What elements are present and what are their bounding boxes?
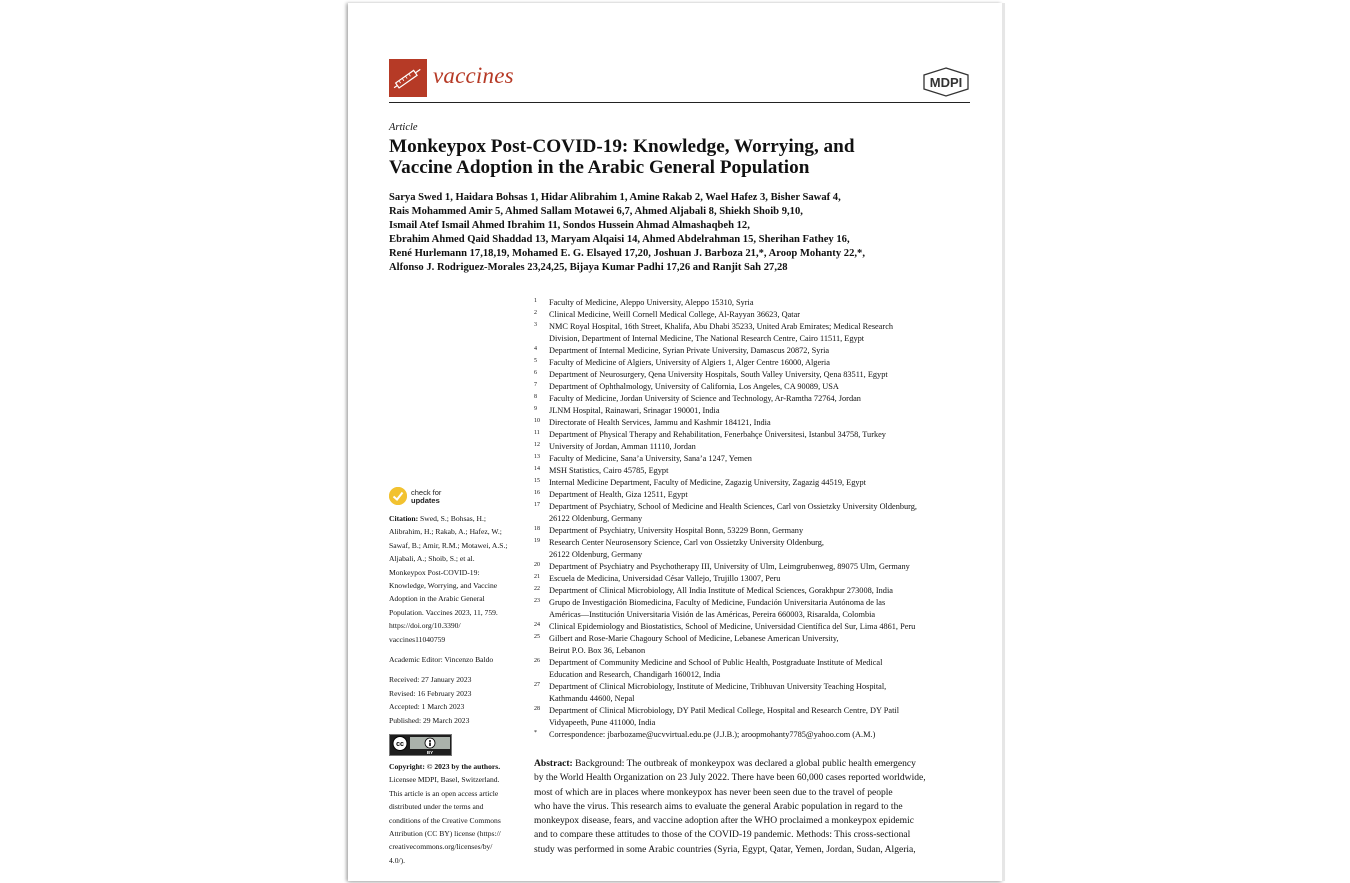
affiliation-text xyxy=(549,657,974,681)
license-link[interactable]: 4.0/). xyxy=(389,855,406,865)
affiliation-item xyxy=(534,501,974,525)
affiliation-line: Department of Psychiatry, University Hospital Bonn, 53229 Bonn, Germany xyxy=(549,526,804,535)
affiliation-text xyxy=(549,453,974,465)
affiliation-text xyxy=(549,357,974,369)
affiliation-line: Grupo de Investigación Biomedicina, Faculty of Medicine, Fundación Universitaria Autónoma de las xyxy=(549,598,886,607)
affiliation-number: 9 xyxy=(534,406,537,412)
affiliation-line: 26122 Oldenburg, Germany xyxy=(549,550,643,559)
affiliation-number: 18 xyxy=(534,526,540,532)
affiliation-item xyxy=(534,477,974,489)
title-line: Monkeypox Post-COVID-19: Knowledge, Worrying, and xyxy=(389,136,855,157)
affiliation-text xyxy=(549,573,974,585)
cc-icon: cc xyxy=(396,741,404,748)
affiliation-item xyxy=(534,369,974,381)
affiliation-number: 13 xyxy=(534,454,540,460)
affiliation-item xyxy=(534,681,974,705)
affiliation-text xyxy=(549,441,974,453)
abstract-line: and to compare these attitudes to those of the COVID-19 pandemic. Methods: This cross-sectional xyxy=(534,829,911,841)
journal-name: vaccines xyxy=(433,63,514,88)
affiliation-text xyxy=(549,621,974,633)
affiliation-line: Department of Clinical Microbiology, All India Institute of Medical Sciences, Gorakhpur 273008, India xyxy=(549,586,893,595)
affiliation-text xyxy=(549,405,974,417)
license-link[interactable]: creativecommons.org/licenses/by/ xyxy=(389,842,493,852)
affiliation-line: Faculty of Medicine, Sana’a University, Sana’a 1247, Yemen xyxy=(549,454,752,463)
copyright-line: This article is an open access article xyxy=(389,788,499,798)
academic-editor: Academic Editor: Vincenzo Baldo xyxy=(389,655,494,665)
affiliation-text xyxy=(549,561,974,573)
affiliation-item xyxy=(534,597,974,621)
affiliation-line: Division, Department of Internal Medicine, The National Research Centre, Cairo 11511, Egypt xyxy=(549,334,865,343)
affiliation-line: Department of Clinical Microbiology, Institute of Medicine, Tribhuvan University Teaching Hospital, xyxy=(549,682,887,691)
affiliation-text xyxy=(549,477,974,489)
citation-label: Citation: xyxy=(389,514,419,523)
affiliation-number: 23 xyxy=(534,598,540,604)
affiliation-line: Kathmandu 44600, Nepal xyxy=(549,694,635,703)
affiliation-line: Correspondence: jbarbozame@ucvvirtual.edu.pe (J.J.B.); aroopmohanty7785@yahoo.com (A.M.) xyxy=(549,730,876,739)
author-list xyxy=(389,191,969,275)
affiliation-number: 1 xyxy=(534,298,537,304)
affiliation-item xyxy=(534,729,974,741)
affiliation-number: 20 xyxy=(534,562,540,568)
check-for-updates-button[interactable] xyxy=(389,487,469,507)
affiliation-number: 26 xyxy=(534,658,540,664)
affiliation-number: * xyxy=(534,730,537,736)
affiliation-number: 3 xyxy=(534,322,537,328)
affiliation-line: Department of Community Medicine and School of Public Health, Postgraduate Institute of Medical xyxy=(549,658,883,667)
affiliation-number: 2 xyxy=(534,310,537,316)
affiliation-number: 28 xyxy=(534,706,540,712)
affiliation-text xyxy=(549,345,974,357)
affiliation-number: 24 xyxy=(534,622,540,628)
affiliation-text xyxy=(549,489,974,501)
affiliation-item xyxy=(534,573,974,585)
affiliation-item xyxy=(534,657,974,681)
affiliation-text xyxy=(549,705,974,729)
affiliation-line: MSH Statistics, Cairo 45785, Egypt xyxy=(549,466,669,475)
check-updates-line: updates xyxy=(411,496,440,505)
copyright-block xyxy=(389,760,519,867)
affiliation-item xyxy=(534,357,974,369)
citation-line: Monkeypox Post-COVID-19: xyxy=(389,567,480,577)
affiliation-number: 25 xyxy=(534,634,540,640)
citation-block xyxy=(389,512,520,727)
affiliation-number: 14 xyxy=(534,466,540,472)
affiliation-text xyxy=(549,429,974,441)
affiliation-line: Américas—Institución Universitaria Visión de las Américas, Pereira 660003, Risaralda, Colombia xyxy=(549,610,876,619)
affiliation-text xyxy=(549,417,974,429)
affiliation-line: Research Center Neurosensory Science, Carl von Ossietzky University Oldenburg, xyxy=(549,538,824,547)
author-line: Rais Mohammed Amir 5, Ahmed Sallam Motawei 6,7, Ahmed Aljabali 8, Shiekh Shoib 9,10, xyxy=(389,206,803,217)
affiliation-text xyxy=(549,369,974,381)
affiliation-item xyxy=(534,561,974,573)
citation-line: Alibrahim, H.; Rakab, A.; Hafez, W.; xyxy=(389,527,502,537)
affiliation-line: Escuela de Medicina, Universidad César Vallejo, Trujillo 13007, Peru xyxy=(549,574,781,583)
cc-by-license-badge[interactable] xyxy=(389,734,452,756)
author-line: Sarya Swed 1, Haidara Bohsas 1, Hidar Alibrahim 1, Amine Rakab 2, Wael Hafez 3, Bisher Sawaf 4, xyxy=(389,192,841,203)
affiliation-line: Faculty of Medicine, Aleppo University, Aleppo 15310, Syria xyxy=(549,298,754,307)
citation-line: Sawaf, B.; Amir, R.M.; Motawei, A.S.; xyxy=(389,540,508,550)
header-rule xyxy=(389,102,970,103)
citation-text: Swed, S.; Bohsas, H.; xyxy=(418,514,487,523)
affiliation-item xyxy=(534,309,974,321)
affiliation-text xyxy=(549,321,974,345)
abstract-line: monkeypox disease, fears, and vaccine adoption after the WHO proclaimed a monkeypox epidemic xyxy=(534,815,914,827)
copyright-line: Attribution (CC BY) license (https:// xyxy=(389,829,501,839)
affiliation-item xyxy=(534,441,974,453)
citation-line xyxy=(389,512,520,525)
date-revised: Revised: 16 February 2023 xyxy=(389,688,472,698)
affiliation-line: Department of Internal Medicine, Syrian Private University, Damascus 20872, Syria xyxy=(549,346,830,355)
citation-line: Adoption in the Arabic General xyxy=(389,594,485,604)
affiliation-item xyxy=(534,429,974,441)
abstract-line: study was performed in some Arabic countries (Syria, Egypt, Qatar, Yemen, Jordan, Sudan, Algeria, xyxy=(534,843,916,855)
affiliation-number: 11 xyxy=(534,430,540,436)
abstract-line: by the World Health Organization on 23 July 2022. There have been 60,000 cases reported worldwide, xyxy=(534,772,926,784)
affiliation-item xyxy=(534,465,974,477)
affiliation-item xyxy=(534,489,974,501)
affiliation-text xyxy=(549,633,974,657)
affiliation-line: Clinical Epidemiology and Biostatistics, School of Medicine, Universidad Científica del Sur, Lima 4861, Peru xyxy=(549,622,916,631)
article-type: Article xyxy=(389,122,418,133)
affiliation-text xyxy=(549,525,974,537)
affiliation-number: 27 xyxy=(534,682,540,688)
abstract-text: Background: The outbreak of monkeypox was declared a global public health emergency xyxy=(572,758,916,769)
by-icon: BY xyxy=(426,750,434,755)
affiliation-number: 6 xyxy=(534,370,537,376)
affiliation-item xyxy=(534,345,974,357)
affiliation-text xyxy=(549,381,974,393)
affiliation-line: Department of Ophthalmology, University of California, Los Angeles, CA 90089, USA xyxy=(549,382,839,391)
doi-link[interactable]: https://doi.org/10.3390/ xyxy=(389,621,461,631)
affiliation-list xyxy=(534,297,974,741)
affiliation-number: 22 xyxy=(534,586,540,592)
affiliation-item xyxy=(534,321,974,345)
affiliation-line: Department of Psychiatry and Psychotherapy III, University of Ulm, Leimgrubenweg, 89075 Ulm, Germany xyxy=(549,562,910,571)
affiliation-line: Department of Physical Therapy and Rehabilitation, Fenerbahçe Üniversitesi, Istanbul 34758, Turkey xyxy=(549,430,886,439)
affiliation-line: Faculty of Medicine of Algiers, University of Algiers 1, Alger Centre 16000, Algeria xyxy=(549,358,830,367)
affiliation-line: Department of Health, Giza 12511, Egypt xyxy=(549,490,688,499)
affiliation-number: 7 xyxy=(534,382,537,388)
affiliation-text xyxy=(549,501,974,525)
affiliation-number: 16 xyxy=(534,490,540,496)
check-updates-icon xyxy=(389,487,407,505)
copyright-line: distributed under the terms and xyxy=(389,802,484,812)
affiliation-item xyxy=(534,585,974,597)
publisher-name: MDPI xyxy=(929,75,963,90)
affiliation-line: NMC Royal Hospital, 16th Street, Khalifa, Abu Dhabi 35233, United Arab Emirates; Medical Research xyxy=(549,322,894,331)
affiliation-line: Department of Psychiatry, School of Medicine and Health Sciences, Carl von Ossietzky University Oldenburg, xyxy=(549,502,917,511)
affiliation-line: Education and Research, Chandigarh 160012, India xyxy=(549,670,721,679)
affiliation-text xyxy=(549,465,974,477)
affiliation-item xyxy=(534,453,974,465)
affiliation-line: Faculty of Medicine, Jordan University of Science and Technology, Ar-Ramtha 72764, Jordan xyxy=(549,394,861,403)
affiliation-number: 12 xyxy=(534,442,540,448)
copyright-text: Copyright: © 2023 by the authors. xyxy=(389,762,501,771)
affiliation-item xyxy=(534,705,974,729)
affiliation-line: Directorate of Health Services, Jammu and Kashmir 184121, India xyxy=(549,418,771,427)
doi-link[interactable]: vaccines11040759 xyxy=(389,634,446,644)
abstract-line: most of which are in places where monkeypox has never been seen due to the travel of people xyxy=(534,786,893,798)
affiliation-text xyxy=(549,309,974,321)
page-edge xyxy=(1002,3,1005,881)
affiliation-line: Department of Clinical Microbiology, DY Patil Medical College, Hospital and Research Centre, DY Patil xyxy=(549,706,900,715)
title-line: Vaccine Adoption in the Arabic General Population xyxy=(389,157,810,178)
abstract xyxy=(534,757,971,857)
date-published: Published: 29 March 2023 xyxy=(389,715,470,725)
abstract-label: Abstract: xyxy=(534,758,573,769)
affiliation-line: Gilbert and Rose-Marie Chagoury School of Medicine, Lebanese American University, xyxy=(549,634,839,643)
affiliation-text xyxy=(549,585,974,597)
affiliation-line: University of Jordan, Amman 11110, Jordan xyxy=(549,442,696,451)
affiliation-text xyxy=(549,393,974,405)
affiliation-line: Beirut P.O. Box 36, Lebanon xyxy=(549,646,646,655)
author-line: Ismail Atef Ismail Ahmed Ibrahim 11, Sondos Hussein Ahmad Almashaqbeh 12, xyxy=(389,220,750,231)
affiliation-item xyxy=(534,405,974,417)
copyright-line: conditions of the Creative Commons xyxy=(389,815,501,825)
abstract-line xyxy=(534,757,971,771)
affiliation-number: 15 xyxy=(534,478,540,484)
check-updates-label xyxy=(411,489,441,505)
affiliation-number: 4 xyxy=(534,346,537,352)
affiliation-item xyxy=(534,537,974,561)
affiliation-number: 8 xyxy=(534,394,537,400)
affiliation-number: 21 xyxy=(534,574,540,580)
publisher-logo xyxy=(922,67,970,97)
citation-line: Population. Vaccines 2023, 11, 759. xyxy=(389,607,498,617)
affiliation-number: 10 xyxy=(534,418,540,424)
affiliation-item xyxy=(534,525,974,537)
author-line: Ebrahim Ahmed Qaid Shaddad 13, Maryam Alqaisi 14, Ahmed Abdelrahman 15, Sherihan Fathey 16, xyxy=(389,234,850,245)
affiliation-item xyxy=(534,381,974,393)
abstract-line: who have the virus. This research aims to evaluate the general Arabic population in regard to the xyxy=(534,800,903,812)
date-accepted: Accepted: 1 March 2023 xyxy=(389,702,465,712)
copyright-line xyxy=(389,760,519,773)
affiliation-item xyxy=(534,417,974,429)
affiliation-number: 5 xyxy=(534,358,537,364)
affiliation-line: Vidyapeeth, Pune 411000, India xyxy=(549,718,656,727)
citation-line: Knowledge, Worrying, and Vaccine xyxy=(389,581,498,591)
affiliation-line: Internal Medicine Department, Faculty of Medicine, Zagazig University, Zagazig 44519, Egypt xyxy=(549,478,866,487)
affiliation-line: Department of Neurosurgery, Qena University Hospitals, South Valley University, Qena 83511, Egypt xyxy=(549,370,888,379)
check-updates-line: check for xyxy=(411,488,442,497)
affiliation-text xyxy=(549,597,974,621)
affiliation-line: Clinical Medicine, Weill Cornell Medical College, Al-Rayyan 36623, Qatar xyxy=(549,310,801,319)
affiliation-text xyxy=(549,297,974,309)
affiliation-number: 19 xyxy=(534,538,540,544)
affiliation-line: JLNM Hospital, Rainawari, Srinagar 190001, India xyxy=(549,406,720,415)
affiliation-item xyxy=(534,393,974,405)
paper-page xyxy=(348,3,1002,881)
affiliation-line: 26122 Oldenburg, Germany xyxy=(549,514,643,523)
date-received: Received: 27 January 2023 xyxy=(389,675,472,685)
author-line: Alfonso J. Rodriguez-Morales 23,24,25, Bijaya Kumar Padhi 17,26 and Ranjit Sah 27,28 xyxy=(389,262,788,273)
author-line: René Hurlemann 17,18,19, Mohamed E. G. Elsayed 17,20, Joshuan J. Barboza 21,*, Aroop Mohanty 22,*, xyxy=(389,248,865,259)
journal-logo-icon xyxy=(389,59,427,97)
affiliation-text xyxy=(549,537,974,561)
copyright-line: Licensee MDPI, Basel, Switzerland. xyxy=(389,775,500,785)
affiliation-item xyxy=(534,621,974,633)
affiliation-text xyxy=(549,681,974,705)
citation-line: Aljabali, A.; Shoib, S.; et al. xyxy=(389,554,475,564)
affiliation-item xyxy=(534,297,974,309)
affiliation-item xyxy=(534,633,974,657)
affiliation-number: 17 xyxy=(534,502,540,508)
paper-title xyxy=(389,136,949,178)
affiliation-text xyxy=(549,729,974,741)
